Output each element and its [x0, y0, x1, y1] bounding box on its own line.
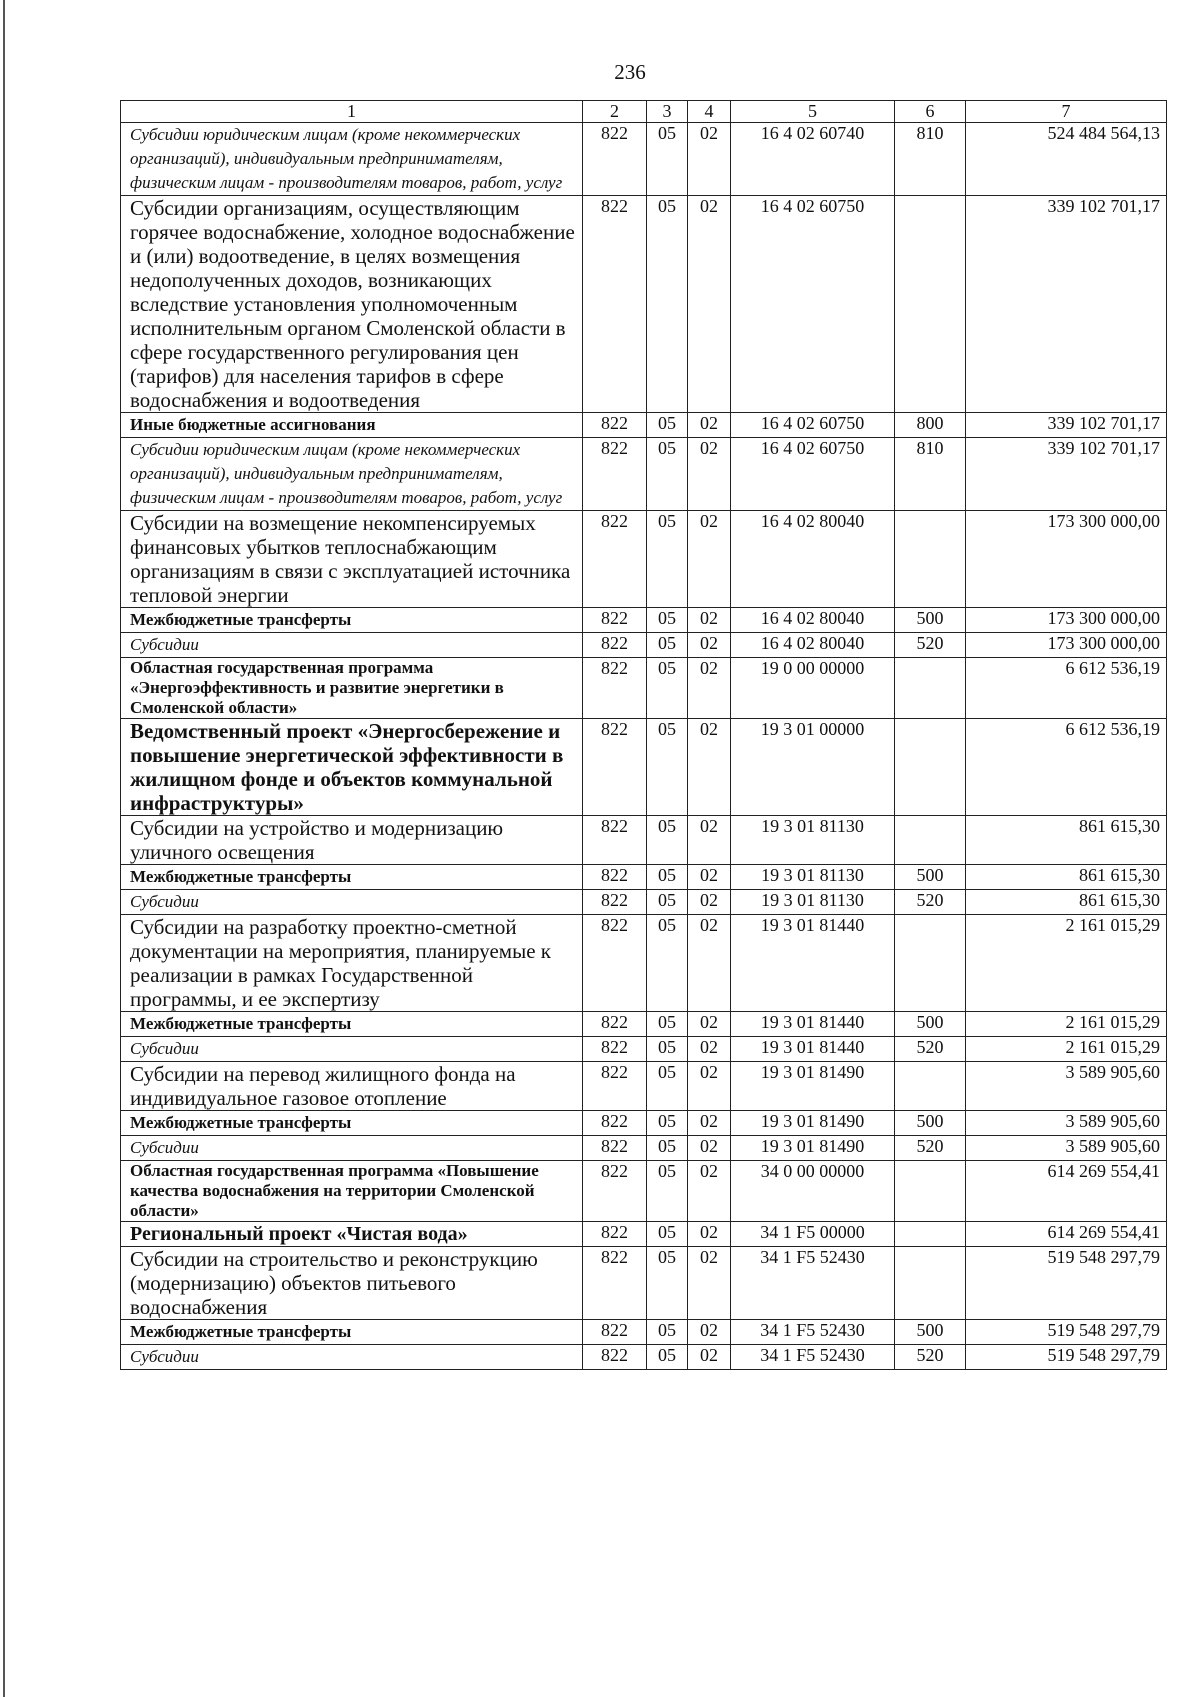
row-subsection-code: 02	[688, 511, 731, 608]
row-subsection-code: 02	[688, 1247, 731, 1320]
row-target-article: 19 3 01 81490	[731, 1062, 895, 1111]
row-description: Иные бюджетные ассигнования	[121, 413, 583, 438]
row-amount: 3 589 905,60	[966, 1062, 1167, 1111]
row-description: Межбюджетные трансферты	[121, 865, 583, 890]
row-ministry-code: 822	[583, 719, 647, 816]
row-amount: 519 548 297,79	[966, 1247, 1167, 1320]
table-row	[121, 890, 1167, 915]
row-ministry-code: 822	[583, 890, 647, 915]
table-row	[121, 196, 1167, 413]
row-amount: 3 589 905,60	[966, 1111, 1167, 1136]
row-subsection-code: 02	[688, 608, 731, 633]
header-cell-col1: 1	[121, 101, 583, 123]
row-section-code: 05	[647, 413, 688, 438]
row-description: Региональный проект «Чистая вода»	[121, 1222, 583, 1247]
row-target-article: 34 1 F5 52430	[731, 1345, 895, 1370]
row-expense-type: 800	[895, 413, 966, 438]
row-section-code: 05	[647, 196, 688, 413]
table-row	[121, 865, 1167, 890]
row-expense-type: 500	[895, 1111, 966, 1136]
row-section-code: 05	[647, 1320, 688, 1345]
row-section-code: 05	[647, 633, 688, 658]
row-expense-type: 500	[895, 865, 966, 890]
row-section-code: 05	[647, 658, 688, 719]
row-ministry-code: 822	[583, 123, 647, 196]
row-section-code: 05	[647, 1111, 688, 1136]
row-amount: 6 612 536,19	[966, 658, 1167, 719]
row-target-article: 34 1 F5 00000	[731, 1222, 895, 1247]
row-ministry-code: 822	[583, 1037, 647, 1062]
row-ministry-code: 822	[583, 865, 647, 890]
row-description: Межбюджетные трансферты	[121, 1320, 583, 1345]
row-subsection-code: 02	[688, 1161, 731, 1222]
row-subsection-code: 02	[688, 1320, 731, 1345]
row-ministry-code: 822	[583, 1111, 647, 1136]
table-row	[121, 1037, 1167, 1062]
row-amount: 861 615,30	[966, 890, 1167, 915]
row-description: Субсидии на возмещение некомпенсируемых финансовых убытков теплоснабжающим организациям в связи с эксплуатацией источника тепловой энергии	[121, 511, 583, 608]
row-expense-type: 520	[895, 633, 966, 658]
budget-table	[120, 100, 1167, 1370]
row-description: Субсидии	[121, 1345, 583, 1370]
row-expense-type	[895, 1222, 966, 1247]
row-ministry-code: 822	[583, 196, 647, 413]
row-description: Областная государственная программа «Повышение качества водоснабжения на территории Смоленской области»	[121, 1161, 583, 1222]
row-ministry-code: 822	[583, 915, 647, 1012]
row-description: Субсидии	[121, 1037, 583, 1062]
row-target-article: 16 4 02 60740	[731, 123, 895, 196]
row-description: Субсидии на строительство и реконструкцию (модернизацию) объектов питьевого водоснабжения	[121, 1247, 583, 1320]
row-expense-type	[895, 1161, 966, 1222]
header-cell-col2: 2	[583, 101, 647, 123]
row-expense-type: 500	[895, 1012, 966, 1037]
row-target-article: 19 3 01 81440	[731, 1012, 895, 1037]
row-amount: 173 300 000,00	[966, 608, 1167, 633]
row-ministry-code: 822	[583, 1222, 647, 1247]
table-row	[121, 1136, 1167, 1161]
row-subsection-code: 02	[688, 1111, 731, 1136]
row-description: Ведомственный проект «Энергосбережение и повышение энергетической эффективности в жилищном фонде и объектов коммунальной инфраструктуры»	[121, 719, 583, 816]
row-target-article: 16 4 02 60750	[731, 196, 895, 413]
header-cell-col6: 6	[895, 101, 966, 123]
table-header-row	[121, 101, 1167, 123]
row-subsection-code: 02	[688, 413, 731, 438]
row-description: Субсидии	[121, 890, 583, 915]
row-expense-type: 810	[895, 123, 966, 196]
row-amount: 173 300 000,00	[966, 511, 1167, 608]
row-section-code: 05	[647, 915, 688, 1012]
row-target-article: 19 3 01 00000	[731, 719, 895, 816]
table-row	[121, 511, 1167, 608]
row-expense-type	[895, 1247, 966, 1320]
table-row	[121, 633, 1167, 658]
row-ministry-code: 822	[583, 1161, 647, 1222]
table-row	[121, 1111, 1167, 1136]
table-row	[121, 1345, 1167, 1370]
row-ministry-code: 822	[583, 816, 647, 865]
row-ministry-code: 822	[583, 413, 647, 438]
row-subsection-code: 02	[688, 1345, 731, 1370]
row-target-article: 34 1 F5 52430	[731, 1320, 895, 1345]
page-edge-line	[3, 0, 5, 1697]
row-target-article: 34 1 F5 52430	[731, 1247, 895, 1320]
row-target-article: 19 0 00 00000	[731, 658, 895, 719]
row-description: Межбюджетные трансферты	[121, 608, 583, 633]
row-subsection-code: 02	[688, 1222, 731, 1247]
header-cell-col3: 3	[647, 101, 688, 123]
row-section-code: 05	[647, 890, 688, 915]
row-description: Межбюджетные трансферты	[121, 1111, 583, 1136]
row-amount: 519 548 297,79	[966, 1345, 1167, 1370]
row-section-code: 05	[647, 1062, 688, 1111]
row-description: Субсидии юридическим лицам (кроме некоммерческих организаций), индивидуальным предпринимателям, физическим лицам - производителям товаров, работ, услуг	[121, 438, 583, 511]
row-expense-type: 500	[895, 608, 966, 633]
row-section-code: 05	[647, 511, 688, 608]
row-section-code: 05	[647, 865, 688, 890]
row-description: Субсидии организациям, осуществляющим горячее водоснабжение, холодное водоснабжение и (или) водоотведение, в целях возмещения недополученных доходов, возникающих вследствие установления уполномоченным исполнительным органом Смоленской области в сфере государственного регулирования цен (тарифов) для населения тарифов в сфере водоснабжения и водоотведения	[121, 196, 583, 413]
row-target-article: 19 3 01 81490	[731, 1111, 895, 1136]
row-section-code: 05	[647, 1012, 688, 1037]
row-expense-type	[895, 915, 966, 1012]
row-expense-type	[895, 719, 966, 816]
table-row	[121, 438, 1167, 511]
header-cell-col4: 4	[688, 101, 731, 123]
row-amount: 3 589 905,60	[966, 1136, 1167, 1161]
row-target-article: 34 0 00 00000	[731, 1161, 895, 1222]
row-description: Областная государственная программа «Энергоэффективность и развитие энергетики в Смоленской области»	[121, 658, 583, 719]
header-cell-col5: 5	[731, 101, 895, 123]
row-target-article: 16 4 02 80040	[731, 511, 895, 608]
row-ministry-code: 822	[583, 1320, 647, 1345]
row-target-article: 19 3 01 81440	[731, 915, 895, 1012]
table-row	[121, 719, 1167, 816]
row-expense-type: 520	[895, 890, 966, 915]
row-target-article: 19 3 01 81490	[731, 1136, 895, 1161]
table-body	[121, 101, 1167, 1370]
table-row	[121, 816, 1167, 865]
table-row	[121, 658, 1167, 719]
row-target-article: 19 3 01 81130	[731, 890, 895, 915]
row-subsection-code: 02	[688, 438, 731, 511]
table-row	[121, 1320, 1167, 1345]
row-description: Субсидии на перевод жилищного фонда на индивидуальное газовое отопление	[121, 1062, 583, 1111]
row-target-article: 16 4 02 60750	[731, 438, 895, 511]
row-section-code: 05	[647, 1345, 688, 1370]
row-section-code: 05	[647, 608, 688, 633]
row-expense-type	[895, 1062, 966, 1111]
row-section-code: 05	[647, 719, 688, 816]
row-amount: 614 269 554,41	[966, 1222, 1167, 1247]
row-ministry-code: 822	[583, 438, 647, 511]
row-amount: 339 102 701,17	[966, 438, 1167, 511]
header-cell-col7: 7	[966, 101, 1167, 123]
row-expense-type: 520	[895, 1345, 966, 1370]
row-amount: 861 615,30	[966, 816, 1167, 865]
row-description: Субсидии	[121, 633, 583, 658]
row-target-article: 16 4 02 80040	[731, 633, 895, 658]
row-amount: 2 161 015,29	[966, 915, 1167, 1012]
row-amount: 6 612 536,19	[966, 719, 1167, 816]
row-target-article: 19 3 01 81440	[731, 1037, 895, 1062]
row-ministry-code: 822	[583, 1136, 647, 1161]
row-expense-type: 520	[895, 1037, 966, 1062]
row-ministry-code: 822	[583, 1012, 647, 1037]
row-ministry-code: 822	[583, 1062, 647, 1111]
row-amount: 2 161 015,29	[966, 1012, 1167, 1037]
row-ministry-code: 822	[583, 511, 647, 608]
row-description: Субсидии юридическим лицам (кроме некоммерческих организаций), индивидуальным предпринимателям, физическим лицам - производителям товаров, работ, услуг	[121, 123, 583, 196]
row-expense-type	[895, 511, 966, 608]
row-subsection-code: 02	[688, 633, 731, 658]
row-description: Субсидии	[121, 1136, 583, 1161]
row-subsection-code: 02	[688, 865, 731, 890]
table-row	[121, 413, 1167, 438]
row-amount: 339 102 701,17	[966, 413, 1167, 438]
row-section-code: 05	[647, 1136, 688, 1161]
row-section-code: 05	[647, 1222, 688, 1247]
row-expense-type: 520	[895, 1136, 966, 1161]
row-subsection-code: 02	[688, 890, 731, 915]
row-subsection-code: 02	[688, 1037, 731, 1062]
row-subsection-code: 02	[688, 1062, 731, 1111]
row-subsection-code: 02	[688, 658, 731, 719]
table-row	[121, 915, 1167, 1012]
row-amount: 861 615,30	[966, 865, 1167, 890]
row-subsection-code: 02	[688, 196, 731, 413]
page-number: 236	[614, 60, 646, 84]
row-subsection-code: 02	[688, 719, 731, 816]
row-target-article: 16 4 02 60750	[731, 413, 895, 438]
row-description: Субсидии на разработку проектно-сметной документации на мероприятия, планируемые к реализации в рамках Государственной программы, и ее экспертизу	[121, 915, 583, 1012]
row-amount: 524 484 564,13	[966, 123, 1167, 196]
table-row	[121, 1161, 1167, 1222]
row-ministry-code: 822	[583, 1345, 647, 1370]
row-expense-type	[895, 816, 966, 865]
table-row	[121, 1222, 1167, 1247]
table-row	[121, 1012, 1167, 1037]
row-subsection-code: 02	[688, 1136, 731, 1161]
row-section-code: 05	[647, 1161, 688, 1222]
row-section-code: 05	[647, 816, 688, 865]
row-description: Межбюджетные трансферты	[121, 1012, 583, 1037]
row-target-article: 19 3 01 81130	[731, 865, 895, 890]
row-expense-type: 810	[895, 438, 966, 511]
row-section-code: 05	[647, 1247, 688, 1320]
row-amount: 2 161 015,29	[966, 1037, 1167, 1062]
row-subsection-code: 02	[688, 915, 731, 1012]
row-subsection-code: 02	[688, 123, 731, 196]
row-ministry-code: 822	[583, 608, 647, 633]
row-section-code: 05	[647, 1037, 688, 1062]
table-row	[121, 123, 1167, 196]
row-description: Субсидии на устройство и модернизацию уличного освещения	[121, 816, 583, 865]
row-ministry-code: 822	[583, 1247, 647, 1320]
row-expense-type	[895, 196, 966, 413]
row-expense-type	[895, 658, 966, 719]
row-section-code: 05	[647, 123, 688, 196]
row-section-code: 05	[647, 438, 688, 511]
row-ministry-code: 822	[583, 633, 647, 658]
row-subsection-code: 02	[688, 816, 731, 865]
row-amount: 614 269 554,41	[966, 1161, 1167, 1222]
row-amount: 519 548 297,79	[966, 1320, 1167, 1345]
row-expense-type: 500	[895, 1320, 966, 1345]
row-ministry-code: 822	[583, 658, 647, 719]
row-subsection-code: 02	[688, 1012, 731, 1037]
row-target-article: 19 3 01 81130	[731, 816, 895, 865]
table-row	[121, 608, 1167, 633]
table-row	[121, 1062, 1167, 1111]
table-row	[121, 1247, 1167, 1320]
row-amount: 339 102 701,17	[966, 196, 1167, 413]
row-amount: 173 300 000,00	[966, 633, 1167, 658]
row-target-article: 16 4 02 80040	[731, 608, 895, 633]
